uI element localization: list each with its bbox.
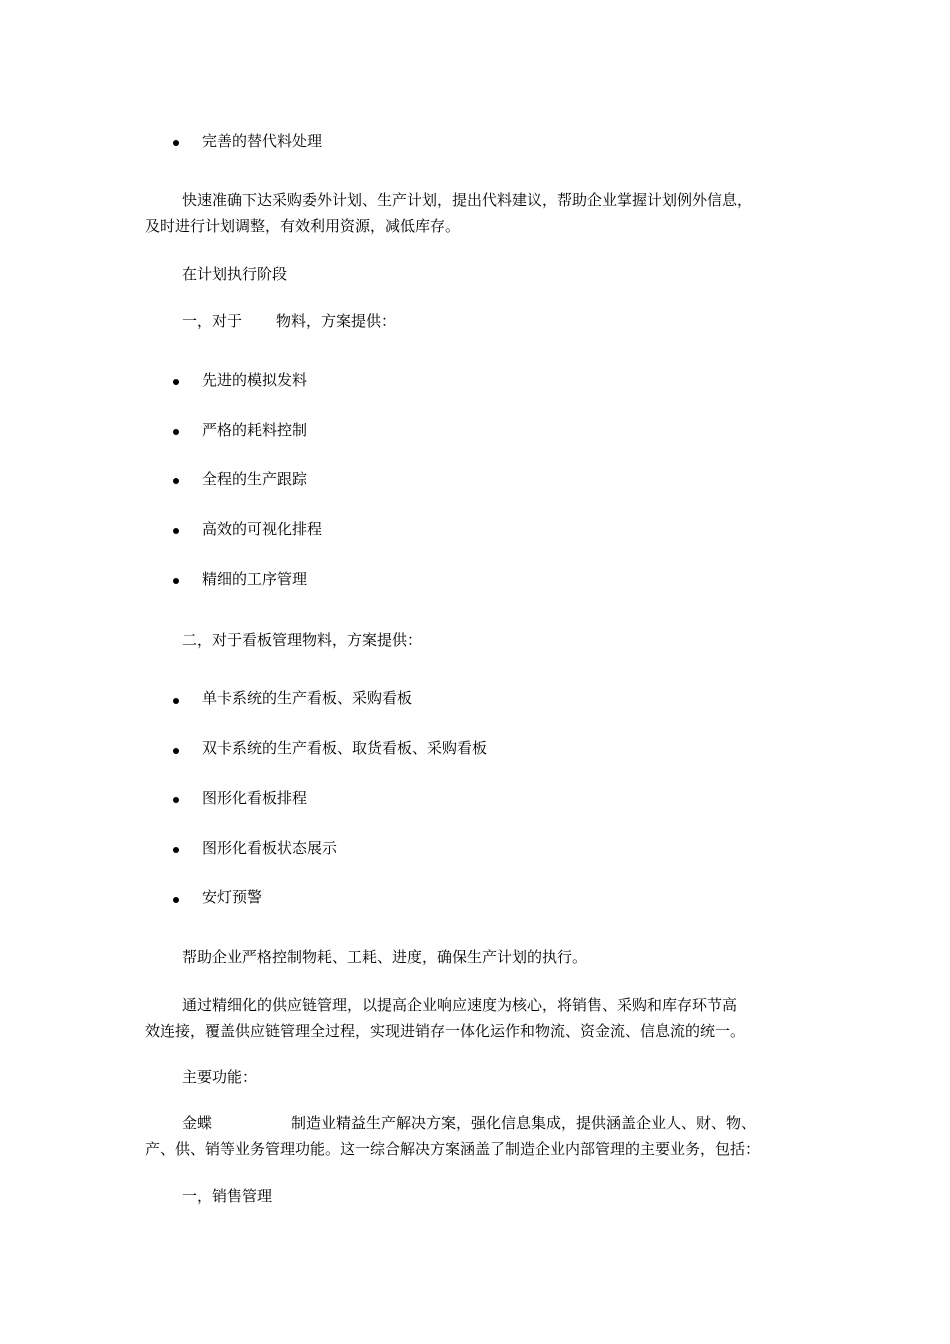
- paragraph-line: 效连接，覆盖供应链管理全过程，实现进销存一体化运作和物流、资金流、信息流的统一。: [145, 1022, 746, 1040]
- paragraph-line: 快速准确下达采购委外计划、生产计划，提出代料建议，帮助企业掌握计划例外信息，: [182, 191, 753, 209]
- list-item: 高效的可视化排程: [202, 520, 323, 538]
- list-item: 图形化看板状态展示: [202, 839, 338, 857]
- paragraph-line: 通过精细化的供应链管理，以提高企业响应速度为核心，将销售、采购和库存环节高: [182, 996, 738, 1014]
- paragraph-line: 帮助企业严格控制物耗、工耗、进度，确保生产计划的执行。: [182, 948, 588, 966]
- bullet-dot: [173, 578, 179, 584]
- bullet-dot: [173, 379, 179, 385]
- section-heading: 一，销售管理: [182, 1187, 273, 1205]
- bullet-dot: [173, 140, 179, 146]
- section-title-prefix: 一，对于: [182, 312, 243, 330]
- list-item: 双卡系统的生产看板、取货看板、采购看板: [202, 739, 488, 757]
- list-item: 完善的替代料处理: [202, 132, 323, 150]
- bullet-dot: [173, 478, 179, 484]
- bullet-dot: [173, 897, 179, 903]
- paragraph-line: 产、供、销等业务管理功能。这一综合解决方案涵盖了制造企业内部管理的主要业务，包括：: [145, 1140, 761, 1158]
- list-item: 精细的工序管理: [202, 570, 308, 588]
- paragraph-line: 及时进行计划调整，有效利用资源，减低库存。: [145, 217, 461, 235]
- list-item: 单卡系统的生产看板、采购看板: [202, 689, 413, 707]
- list-item: 严格的耗料控制: [202, 421, 308, 439]
- bullet-dot: [173, 528, 179, 534]
- bullet-dot: [173, 748, 179, 754]
- bullet-dot: [173, 797, 179, 803]
- section-title: [182, 311, 396, 331]
- section-title: 二，对于看板管理物料，方案提供：: [182, 631, 423, 649]
- bullet-dot: [173, 847, 179, 853]
- paragraph-line: [182, 1113, 756, 1133]
- bullet-dot: [173, 698, 179, 704]
- list-item: 图形化看板排程: [202, 789, 308, 807]
- list-item: 全程的生产跟踪: [202, 470, 308, 488]
- list-item: 安灯预警: [202, 888, 263, 906]
- section-title-suffix: 物料，方案提供：: [276, 312, 397, 330]
- section-heading: 主要功能：: [182, 1068, 258, 1086]
- paragraph-text: 制造业精益生产解决方案，强化信息集成，提供涵盖企业人、财、物、: [291, 1114, 757, 1132]
- brand-name: 金蝶: [182, 1114, 213, 1132]
- list-item: 先进的模拟发料: [202, 371, 308, 389]
- section-heading: 在计划执行阶段: [182, 265, 288, 283]
- bullet-dot: [173, 429, 179, 435]
